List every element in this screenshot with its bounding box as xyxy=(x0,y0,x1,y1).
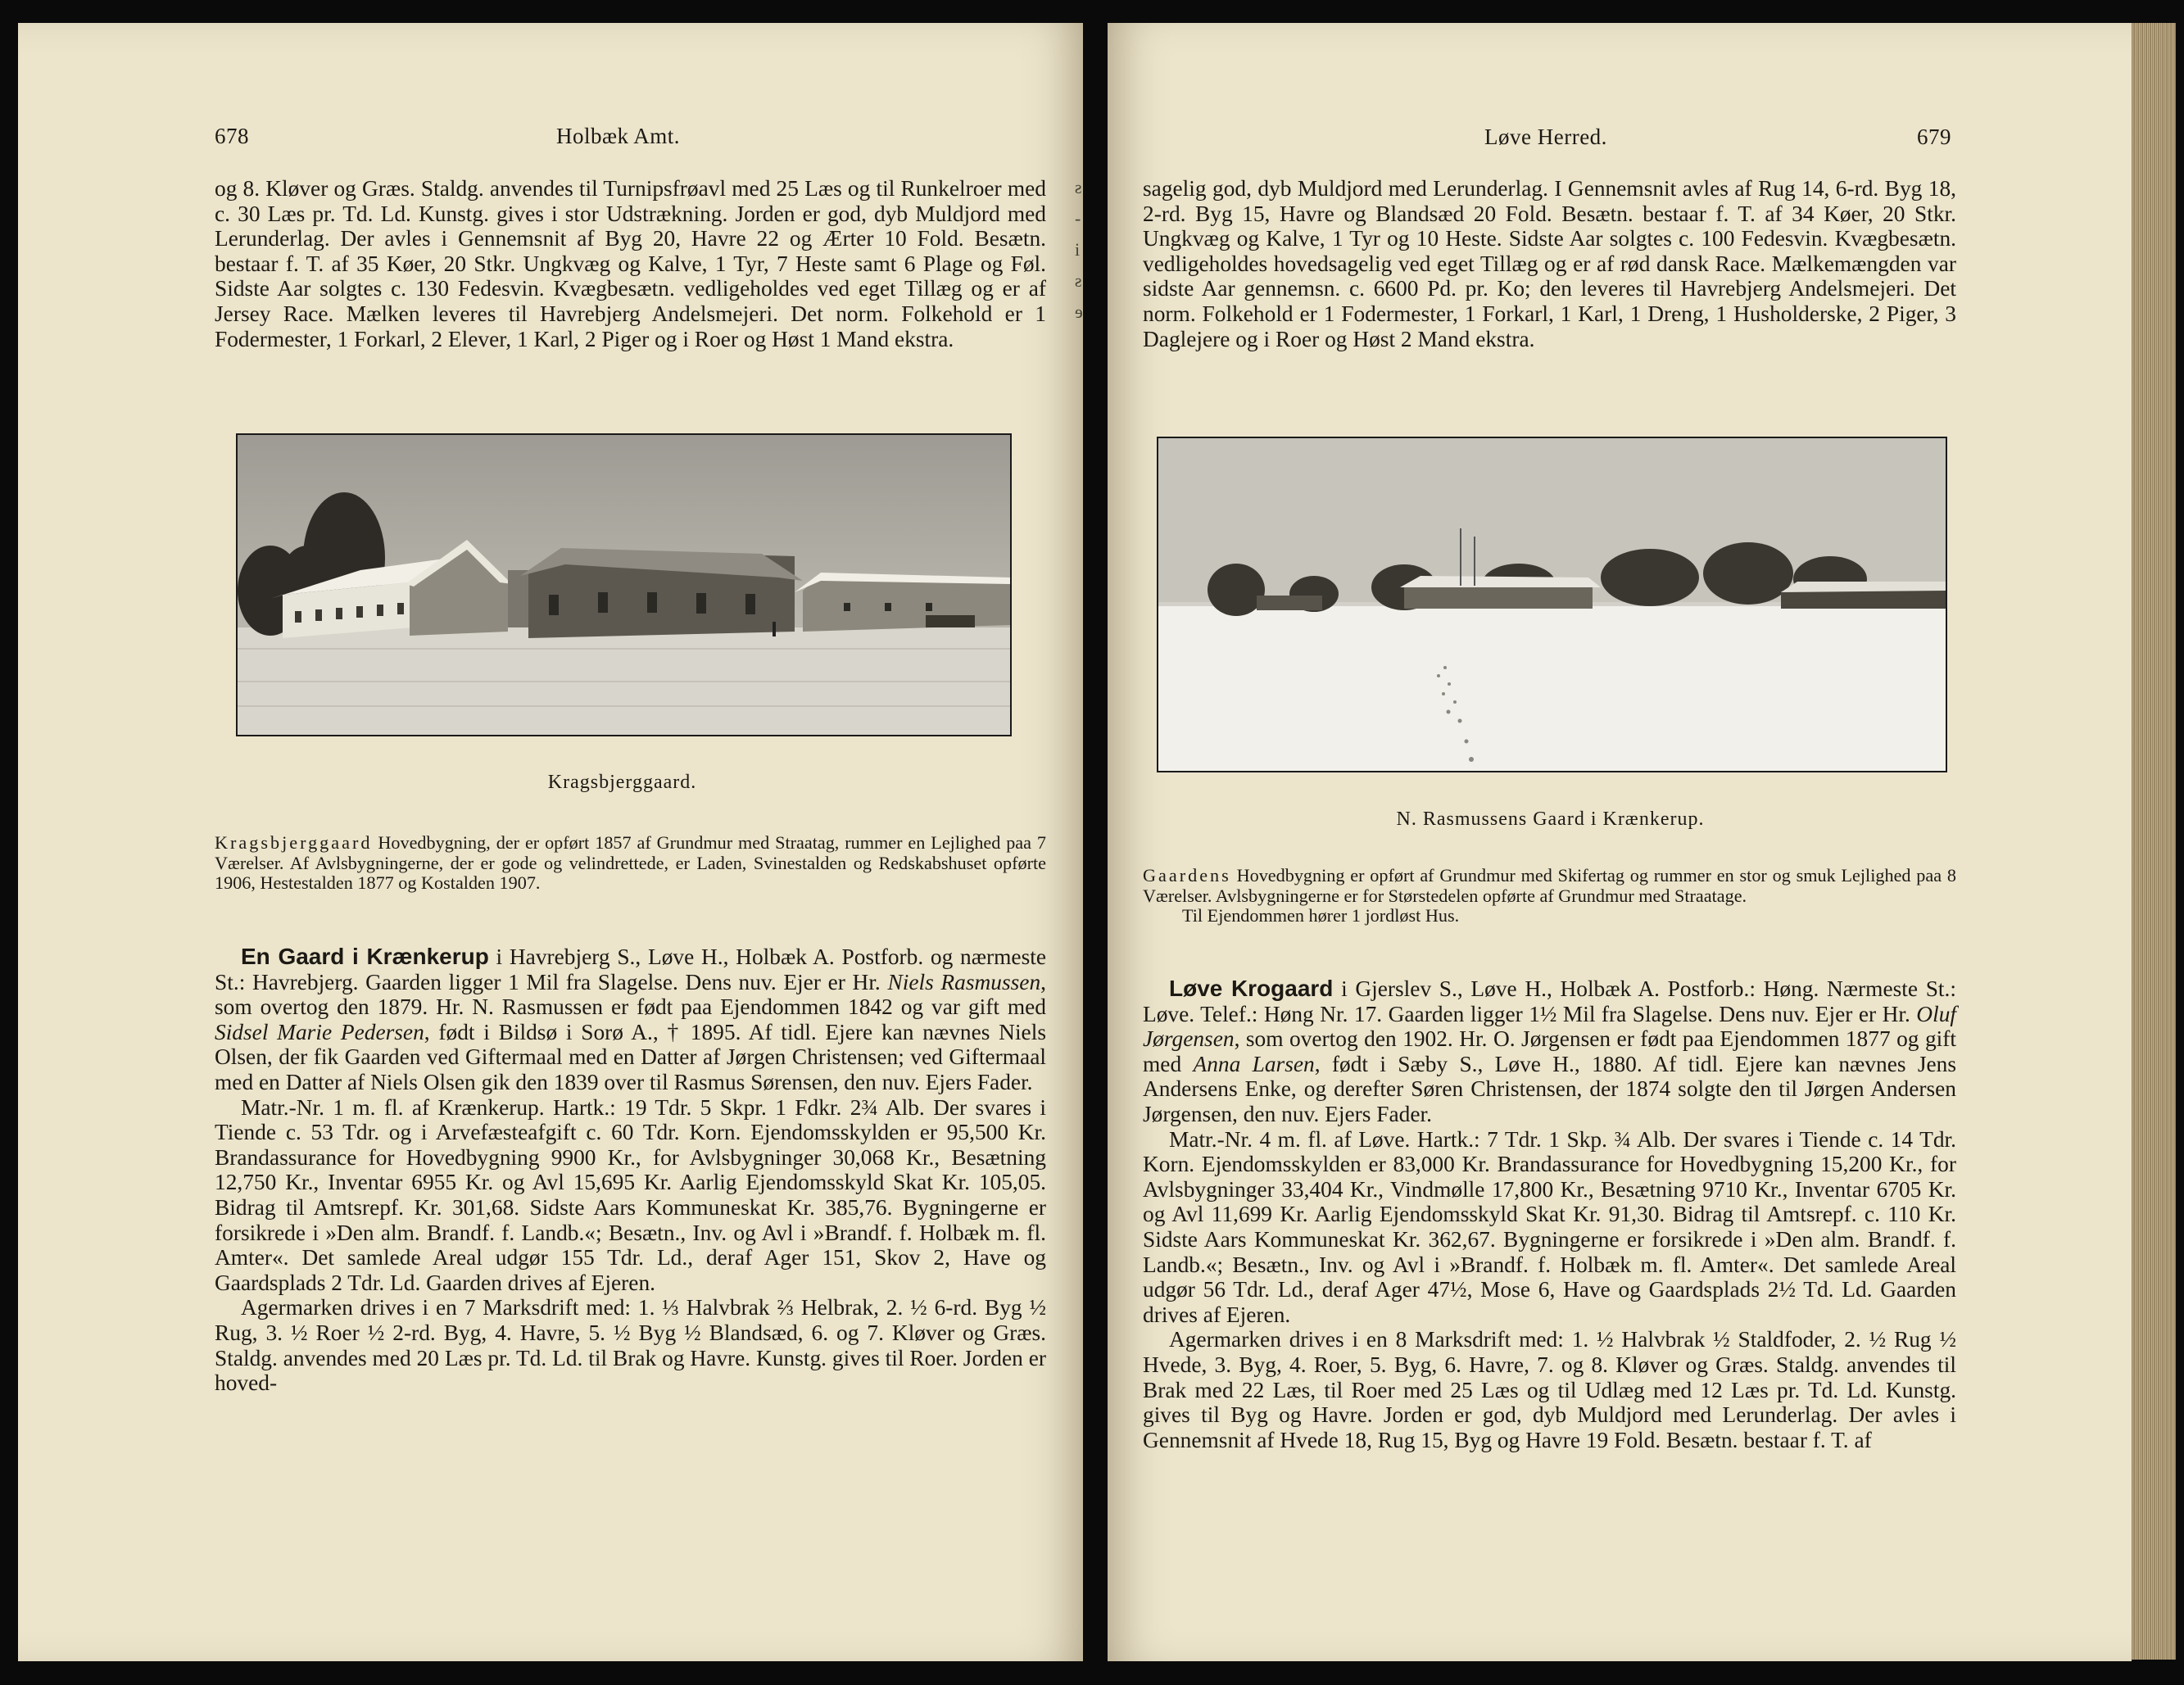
entry-krænkerup xyxy=(215,944,1046,1396)
running-head-right: Løve Herred. xyxy=(1484,125,1607,149)
entry-text: , født i Sæby S., Løve H., 1880. Af tidl. Ejere kan nævnes Jens Andersens Enke, og derefter Søren Christensen, der 1874 solgte den til Jørgen Andersen Jørgensen, den nuv. Ejers Fader. xyxy=(1143,1051,1956,1126)
entry-text: , som overtog den 1902. Hr. O. Jørgensen er født paa Ejendommen 1877 og gift med xyxy=(1143,1026,1956,1076)
entry-paragraph-2: Matr.-Nr. 4 m. fl. af Løve. Hartk.: 7 Tdr. 1 Skp. ¾ Alb. Der svares i Tiende c. 14 Tdr. Korn. Ejendomsskylden er 83,000 Kr. Brandassurance for Hovedbygning 15,200 Kr., for Avlsbygninger 33,404 Kr., Vindmølle 17,800 Kr., Besætning 9710 Kr., Inventar 6705 Kr. og Avl 11,699 Kr. Aarlig Ejendomsskyld Skat Kr. 91,30. Bidrag til Amtsrepf. c. 110 Kr. Sidste Aars Kommuneskat Kr. 362,67. Bygningerne er forsikrede i »Den alm. Brandf. f. Landb.«; Besætn., Inv. og Avl i »Brandf. f. Holbæk m. fl. Amter«. Det samlede Areal udgør 56 Tdr. Ld., deraf Ager 47½, Mose 6, Have og Gaardsplads 2½ Td. Ld. Gaarden drives af Ejeren. xyxy=(1143,1126,1956,1327)
continuation-text-left xyxy=(215,176,1046,351)
continuation-text-right xyxy=(1143,176,1956,351)
note-lead: Kragsbjerggaard xyxy=(215,832,373,853)
entry-paragraph-2: Matr.-Nr. 1 m. fl. af Krænkerup. Hartk.: 19 Tdr. 5 Skpr. 1 Fdkr. 2¾ Alb. Der svares i Tiende c. 53 Tdr. og i Arvefæsteafgift c. 60 Tdr. Korn. Ejendomsskylden er 95,500 Kr. Brandassurance for Hovedbygning 9900 Kr., for Avlsbygninger 30,068 Kr., Besætning 12,750 Kr., Inventar 6955 Kr. og Avl 15,695 Kr. Aarlig Ejendomsskyld Skat Kr. 105,05. Bidrag til Amtsrepf. Kr. 301,68. Sidste Aars Kommuneskat Kr. 385,76. Bygningerne er forsikrede i »Den alm. Brandf. f. Landb.«; Besætn., Inv. og Avl i »Brandf. f. Holbæk m. fl. Amter«. Det samlede Areal udgør 155 Tdr. Ld., deraf Ager 151, Skov 2, Have og Gaardsplads 2 Tdr. Ld. Gaarden drives af Ejeren. xyxy=(215,1094,1046,1295)
figure-caption-left: Kragsbjerggaard. xyxy=(547,772,697,793)
margin-mark: i xyxy=(1075,239,1081,260)
entry-text: , født i Bildsø i Sorø A., † 1895. Af tidl. Ejere kan nævnes Niels Olsen, der fik Gaarden ved Giftermaal med en Datter af Jørgen Christensen; ved Giftermaal med en Datter af Niels Olsen gik den 1839 over til Rasmus Sørensen, den nuv. Ejers Fader. xyxy=(215,1019,1046,1094)
continuation-paragraph: sagelig god, dyb Muldjord med Lerunderlag. I Gennemsnit avles af Rug 14, 6-rd. Byg 18, 2-rd. Byg 15, Havre og Blandsæd 20 Fold. Besætn. bestaar f. T. af 34 Køer, 20 Stkr. Ungkvæg og Kalve, 1 Tyr og 10 Heste. Sidste Aar solgtes c. 100 Fedesvin. Kvægbesætn. vedligeholdes hovedsagelig ved eget Tillæg og er af rød dansk Race. Mælkemængden var sidste Aar gennemsn. c. 6600 Pd. pr. Ko; den leveres til Havrebjerg Andelsmejeri. Det norm. Folkehold er 1 Fodermester, 1 Forkarl, 1 Karl, 1 Dreng, 1 Husholderske, 2 Piger, 3 Daglejere og i Roer og Høst 2 Mand ekstra. xyxy=(1143,176,1956,351)
margin-mark: ɘ xyxy=(1075,301,1083,322)
entry-paragraph-1 xyxy=(215,944,1046,1095)
continuation-paragraph: og 8. Kløver og Græs. Staldg. anvendes til Turnipsfrøavl med 25 Læs og til Runkelroer med c. 30 Læs pr. Td. Ld. Kunstg. gives i stor Udstrækning. Jorden er god, dyb Muldjord med Lerunderlag. Der avles i Gennemsnit af Byg 20, Havre 22 og Ærter 10 Fold. Besætn. bestaar f. T. af 35 Køer, 20 Stkr. Ungkvæg og Kalve, 1 Tyr, 7 Heste samt 6 Plage og Føl. Sidste Aar solgtes c. 130 Fedesvin. Kvægbesætn. vedligeholdes ved eget Tillæg og er af Jersey Race. Mælken leveres til Havrebjerg Andelsmejeri. Det norm. Folkehold er 1 Fodermester, 1 Forkarl, 2 Elever, 1 Karl, 2 Piger og i Roer og Høst 1 Mand ekstra. xyxy=(215,176,1046,351)
figure-note-right xyxy=(1143,866,1956,926)
entry-text: , som overtog den 1879. Hr. N. Rasmussen er født paa Ejendommen 1842 og var gift med xyxy=(215,969,1046,1020)
page-number-right: 679 xyxy=(1917,125,1951,149)
farm-photo-illustration xyxy=(238,435,1010,735)
left-page xyxy=(18,23,1083,1661)
margin-mark: - xyxy=(1075,208,1081,229)
entry-text: i Havrebjerg S., Løve H., Holbæk A. Postforb. og nærmeste St.: Havrebjerg. Gaarden ligger 1 Mil fra Slagelse. Dens nuv. Ejer er Hr. xyxy=(215,944,1046,994)
entry-love-krogaard xyxy=(1143,976,1956,1452)
photo-kragsbjerggaard xyxy=(236,433,1012,736)
right-page xyxy=(1108,23,2132,1661)
owner-name: Oluf Jørgensen xyxy=(1143,1001,1956,1052)
photo-rasmussens-gaard xyxy=(1157,437,1947,772)
note-text: Hovedbygning, der er opført 1857 af Grundmur med Straatag, rummer en Lejlighed paa 7 Værelser. Af Avlsbygningerne, der er gode og velindrettede, er Laden, Svinestalden og Redskabshuset opførte 1906, Hestestalden 1877 og Kostalden 1907. xyxy=(215,832,1046,893)
book-page-edges xyxy=(2132,23,2176,1660)
note-text-2: Til Ejendommen hører 1 jordløst Hus. xyxy=(1182,905,1460,926)
note-lead: Gaardens xyxy=(1143,865,1231,886)
entry-paragraph-3: Agermarken drives i en 8 Marksdrift med: 1. ½ Halvbrak ½ Staldfoder, 2. ½ Rug ½ Hvede, 3. Byg, 4. Roer, 5. Byg, 6. Havre, 7. og 8. Kløver og Græs. Staldg. anvendes til Brak med 22 Læs, til Roer med 25 Læs og til Udlæg med 12 Læs pr. Td. Ld. Kunstg. gives til Byg og Havre. Jorden er god, dyb Muldjord med Lerunderlag. Der avles i Gennemsnit af Hvede 18, Rug 15, Byg og Havre 19 Fold. Besætn. bestaar f. T. af xyxy=(1143,1327,1956,1452)
wife-name: Anna Larsen xyxy=(1193,1051,1315,1076)
snow-field-photo-illustration xyxy=(1158,438,1946,771)
figure-caption-right: N. Rasmussens Gaard i Krænkerup. xyxy=(1396,809,1705,830)
margin-mark: ƨ xyxy=(1075,270,1082,291)
entry-paragraph-3: Agermarken drives i en 7 Marksdrift med: 1. ⅓ Halvbrak ⅔ Helbrak, 2. ½ 6-rd. Byg ½ Rug, 3. ½ Roer ½ 2-rd. Byg, 4. Havre, 5. ½ Byg ½ Blandsæd, 6. og 7. Kløver og Græs. Staldg. anvendes med 20 Læs pr. Td. Ld. til Brak og Havre. Kunstg. gives til Roer. Jorden er hoved- xyxy=(215,1295,1046,1396)
wife-name: Sidsel Marie Pedersen xyxy=(215,1019,424,1044)
running-head-left: Holbæk Amt. xyxy=(556,124,681,148)
margin-marks xyxy=(1075,172,1091,328)
page-number-left: 678 xyxy=(215,124,249,148)
entry-text: i Gjerslev S., Løve H., Holbæk A. Postforb.: Høng. Nærmeste St.: Løve. Telef.: Høng Nr. 17. Gaarden ligger 1½ Mil fra Slagelse. Dens nuv. Ejer er Hr. xyxy=(1143,976,1956,1026)
entry-paragraph-1 xyxy=(1143,976,1956,1127)
entry-heading: Løve Krogaard xyxy=(1169,976,1334,1001)
entry-heading: En Gaard i Krænkerup xyxy=(241,944,489,969)
figure-note-left xyxy=(215,833,1046,894)
note-text: Hovedbygning er opført af Grundmur med Skifertag og rummer en stor og smuk Lejlighed paa 8 Værelser. Avlsbygningerne er for Størstedelen opførte af Grundmur med Straatage. xyxy=(1143,865,1956,906)
margin-mark: ƨ xyxy=(1075,177,1082,197)
owner-name: Niels Rasmussen xyxy=(887,969,1041,994)
